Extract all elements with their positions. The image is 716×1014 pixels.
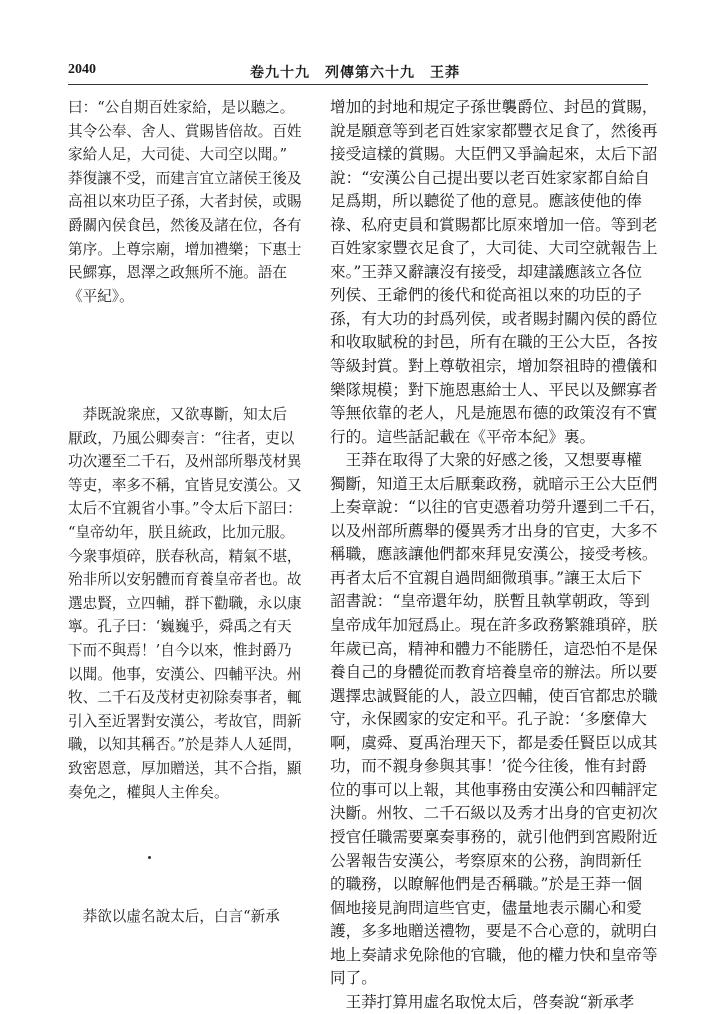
text-line: 引入至近署對安漢公，考故官，問新 <box>68 712 302 730</box>
text-line: 啊，虞舜、夏禹治理天下，都是委任賢臣以成其 <box>330 733 658 752</box>
text-line: 再者太后不宜親自過問細微瑣事。”讓王太后下 <box>330 568 643 587</box>
text-line: 曰：“公自期百姓家給，是以聽之。 <box>68 99 295 116</box>
text-line: 年歲已高，精神和體力不能勝任，這恐怕不是保 <box>330 639 658 658</box>
text-line: 孫，有大功的封爲列侯，或者賜封關內侯的爵位 <box>330 309 658 328</box>
translation-column <box>330 96 666 1014</box>
text-line: 今衆事煩碎，朕春秋高，精氣不堪， <box>68 547 302 565</box>
translation-paragraph-2 <box>330 449 666 991</box>
text-line: 來。”王莽又辭讓沒有接受，却建議應該立各位 <box>330 262 643 281</box>
text-line: 《平紀》。 <box>68 287 134 305</box>
text-line: 守，永保國家的安定和平。孔子說：‘多麼偉大 <box>330 710 647 729</box>
text-line: 稱職，應該讓他們都來拜見安漢公，接受考核。 <box>330 545 658 564</box>
text-line: 養自己的身體從而教育培養皇帝的辦法。所以要 <box>330 663 658 682</box>
text-line: 位的事可以上報，其他事務由安漢公和四輔評定 <box>330 780 658 799</box>
text-line: 個地接見詢問這些官吏，儘量地表示關心和愛 <box>330 898 642 917</box>
text-line: 列侯、王爺們的後代和從高祖以來的功臣的子 <box>330 286 642 305</box>
original-paragraph-2 <box>68 403 313 804</box>
text-line: 殆非所以安躬體而育養皇帝者也。故 <box>68 571 302 589</box>
text-line: 等級封賞。對上尊敬祖宗，增加祭祖時的禮儀和 <box>330 357 658 376</box>
text-line: 寧。孔子曰：‘巍巍乎，舜禹之有天 <box>68 618 292 636</box>
text-line: 樂隊規模；對下施恩惠給士人、平民以及鰥寡者 <box>330 380 658 399</box>
text-line: 第序。上尊宗廟，增加禮樂；下惠士 <box>68 240 302 258</box>
text-line: 接受這樣的賞賜。大臣們又爭論起來，太后下詔 <box>330 145 658 164</box>
text-line: 選忠賢，立四輔，群下勸職，永以康 <box>68 594 302 612</box>
text-line: 牧、二千石及茂材吏初除奏事者，輒 <box>68 689 302 707</box>
original-text-column <box>68 96 313 308</box>
header-rule <box>68 84 648 85</box>
page-number: 2040 <box>68 62 96 77</box>
text-line: 以聞。他事，安漢公、四輔平決。州 <box>68 665 302 683</box>
text-line: 致密恩意，厚加贈送，其不合指，顯 <box>68 759 302 777</box>
text-line: 決斷。州牧、二千石級以及秀才出身的官吏初次 <box>330 804 658 823</box>
text-line: 公署報告安漢公，考察原來的公務，詢問新任 <box>330 851 642 870</box>
text-line: 莽既說衆庶，又欲專斷，知太后 <box>68 406 287 423</box>
original-paragraph-3 <box>68 905 313 929</box>
text-line: 功，而不親身參與其事！’從今往後，惟有封爵 <box>330 757 647 776</box>
text-line: 詔書說：“皇帝還年幼，朕暫且執掌朝政，等到 <box>330 592 650 611</box>
text-line: 莽復讓不受，而建言宜立諸侯王後及 <box>68 169 302 187</box>
text-line: 和收取賦稅的封邑，所有在職的王公大臣，各按 <box>330 333 658 352</box>
text-line: 選擇忠誠賢能的人，設立四輔，使百官都忠於職 <box>330 686 658 705</box>
text-line: 地上奏請求免除他的官職，他的權力快和皇帝等 <box>330 945 658 964</box>
stray-mark <box>148 856 151 859</box>
text-line: 職，以知其稱否。”於是莽人人延問， <box>68 736 302 754</box>
text-line: 獨斷，知道王太后厭棄政務，就暗示王公大臣們 <box>330 474 658 493</box>
text-line: 足爲期，所以聽從了他的意見。應該使他的俸 <box>330 192 642 211</box>
text-line: 其令公奉、舍人、賞賜皆倍故。百姓 <box>68 122 302 140</box>
text-line: 同了。 <box>330 969 377 988</box>
text-line: 以及州部所薦舉的優異秀才出身的官吏，大多不 <box>330 521 658 540</box>
text-line: 王莽在取得了大衆的好感之後，又想要專權 <box>330 451 642 470</box>
text-line: 上奏章說：“以往的官吏憑着功勞升遷到二千石， <box>330 498 666 517</box>
text-line: 皇帝成年加冠爲止。現在許多政務繁雜瑣碎，朕 <box>330 616 658 635</box>
text-line: 祿、私府吏員和賞賜都比原來增加一倍。等到老 <box>330 215 658 234</box>
text-line: 說：“安漢公自己提出要以老百姓家家都自給自 <box>330 168 650 187</box>
text-line: 說是願意等到老百姓家家都豐衣足食了，然後再 <box>330 121 658 140</box>
text-line: 等無依靠的老人，凡是施恩布德的政策沒有不實 <box>330 404 658 423</box>
text-line: 厭政，乃風公卿奏言：“往者，吏以 <box>68 429 295 447</box>
text-line: 高祖以來功臣子孫，大者封侯，或賜 <box>68 193 302 211</box>
text-line: 等吏，率多不稱，宜皆見安漢公。又 <box>68 476 302 494</box>
text-line: 增加的封地和規定子孫世襲爵位、封邑的賞賜， <box>330 98 658 116</box>
text-line: 王莽打算用虛名取悅太后，啓奏說“新承孝 <box>330 992 635 1011</box>
text-line: 莽欲以虛名說太后，白言“新承 <box>68 908 280 925</box>
text-line: 護，多多地贈送禮物，要是不合心意的，就明白 <box>330 922 658 941</box>
running-header-title: 卷九十九 列傳第六十九 王莽 <box>250 65 460 81</box>
text-line: 功次遷至二千石，及州部所舉茂材異 <box>68 453 302 471</box>
text-line: 奏免之，權與人主侔矣。 <box>68 783 229 801</box>
text-line: 行的。這些話記載在《平帝本紀》裏。 <box>330 427 596 446</box>
text-line: 下而不與焉！’自今以來，惟封爵乃 <box>68 641 292 659</box>
text-line: 太后不宜親省小事。”令太后下詔曰： <box>68 500 302 518</box>
translation-paragraph-3 <box>330 991 652 1014</box>
text-line: 家給人足，大司徒、大司空以聞。” <box>68 146 288 164</box>
text-line: 的職務，以瞭解他們是否稱職。”於是王莽一個 <box>330 875 643 894</box>
text-line: 民鰥寡，恩澤之政無所不施。語在 <box>68 264 287 282</box>
text-line: 百姓家家豐衣足食了，大司徒、大司空就報告上 <box>330 239 658 258</box>
original-paragraph-1 <box>68 96 313 308</box>
text-line: 授官任職需要稟奏事務的，就引他們到宮殿附近 <box>330 827 658 846</box>
text-line: 爵關內侯食邑，然後及諸在位，各有 <box>68 216 302 234</box>
text-line: “皇帝幼年，朕且統政，比加元服。 <box>68 523 295 541</box>
translation-paragraph-1 <box>330 96 658 449</box>
